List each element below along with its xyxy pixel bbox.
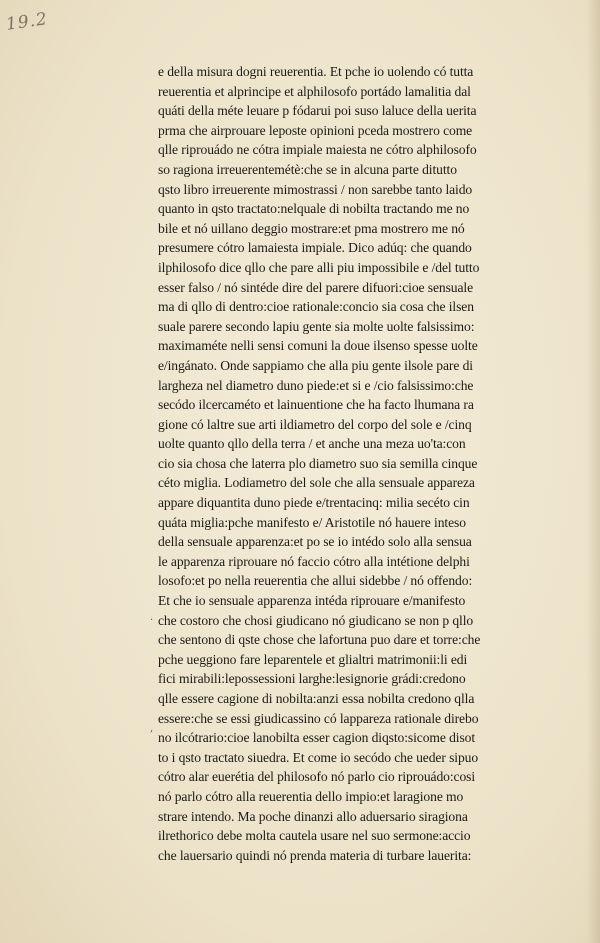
text-line: appare diquantita duno piede e/trentacinq: milia secéto cin	[158, 495, 470, 511]
text-line: della sensuale apparenza:et po se io intédo solo alla sensua	[158, 534, 472, 550]
text-line: qsto libro irreuerente mimostrassi / non sarebbe tanto laido	[158, 181, 473, 197]
text-line: cio sia chosa che laterra plo diametro suo sia semilla cinque	[158, 455, 478, 471]
text-line: presumere cótro lamaiesta impiale. Dico adúq: che quando	[158, 240, 472, 256]
text-line: nó parlo cótro alla reuerentia dello impio:et laragione mo	[158, 788, 464, 804]
text-line: quáti della méte leuare p fódarui poi suso laluce della uerita	[158, 103, 477, 119]
text-line: strare intendo. Ma poche dinanzi allo aduersario siragiona	[158, 808, 468, 824]
text-line: largheza nel diametro duno piede:et si e /cio falsissimo:che	[158, 377, 474, 393]
text-line: céto miglia. Lodiametro del sole che alla sensuale appareza	[158, 475, 475, 491]
text-line: prma che airprouare leposte opinioni pceda mostrero come	[158, 122, 473, 138]
text-line: pche ueggiono fare leparentele et glialtri matrimonii:li edi	[158, 651, 468, 667]
text-line: e della misura dogni reuerentia. Et pche io uolendo có tutta	[158, 64, 474, 79]
text-line: qlle riprouádo ne cótra impiale maiesta ne cótro alphilosofo	[158, 142, 477, 158]
text-line: maximaméte nelli sensi comuni la doue ilsenso spesse uolte	[158, 338, 478, 354]
text-line: to i qsto tractato siuedra. Et come io secódo che ueder sipuo	[158, 749, 479, 765]
text-line: secódo ilcercaméto et lainuentione che ha facto lhumana ra	[158, 397, 474, 413]
text-line: suale parere secondo lapiu gente sia molte uolte falsissimo:	[158, 318, 475, 334]
text-line: e/ingánato. Onde sappiamo che alla piu gente ilsole pare di	[158, 357, 473, 373]
text-line: fici mirabili:lepossessioni larghe:lesignorie grádi:credono	[158, 671, 466, 687]
text-line: che lauersario quindi nó prenda materia di turbare lauerita:	[158, 847, 472, 863]
text-line: bile et nó uillano deggio mostrare:et pma mostrero me nó	[158, 220, 465, 236]
text-line: esser falso / nó sintéde dire del parere difuori:cioe sensuale	[158, 279, 474, 295]
page-edge-shadow	[586, 0, 600, 943]
text-line: cótro alar euerétia del philosofo nó parlo cio riprouádo:cosi	[158, 769, 476, 785]
text-line: no ilcótrario:cioe lanobilta esser cagion diqsto:sicome disot	[158, 730, 476, 746]
text-block	[158, 62, 558, 865]
text-line: Et che io sensuale apparenza intéda riprouare e/manifesto	[158, 593, 466, 609]
text-line: che costoro che chosi giudicano nó giudicano se non p qllo	[158, 612, 474, 628]
text-line: ilphilosofo dice qllo che pare alli piu impossibile e /del tutto	[158, 259, 480, 275]
text-line: le apparenza riprouare nó faccio cótro alla intétione delphi	[158, 553, 470, 569]
text-line: che sentono di qste chose che lafortuna puo dare et torre:che	[158, 632, 481, 648]
text-line: qlle essere cagione di nobilta:anzi essa nobilta credono qlla	[158, 691, 475, 706]
text-line: uolte quanto qllo della terra / et anche una meza uo'ta:con	[158, 436, 466, 452]
folio-number: 19.2	[4, 9, 50, 35]
text-line: ma di qllo di dentro:cioe rationale:concio sia cosa che ilsen	[158, 299, 474, 315]
text-line: losofo:et po nella reuerentia che allui sidebbe / nó offendo:	[158, 573, 473, 589]
text-line: quáta miglia:pche manifesto e/ Aristotile nó hauere inteso	[158, 514, 466, 530]
text-line: ilrethorico debe molta cautela usare nel suo sermone:accio	[158, 828, 471, 844]
text-line: reuerentia et alprincipe et alphilosofo portádo lamalitia dal	[158, 83, 471, 99]
text-line: gione có laltre sue arti ildiametro del corpo del sole e /cinq	[158, 416, 472, 432]
text-line: quanto in qsto tractato:nelquale di nobilta tractando me no	[158, 201, 470, 217]
text-line: so ragiona irreuerentemétè:che se in alcuna parte ditutto	[158, 161, 457, 177]
margin-mark: ,	[150, 723, 154, 734]
margin-mark: .	[150, 612, 154, 623]
text-line: essere:che se essi giudicassino có lappareza rationale direbo	[158, 710, 479, 726]
